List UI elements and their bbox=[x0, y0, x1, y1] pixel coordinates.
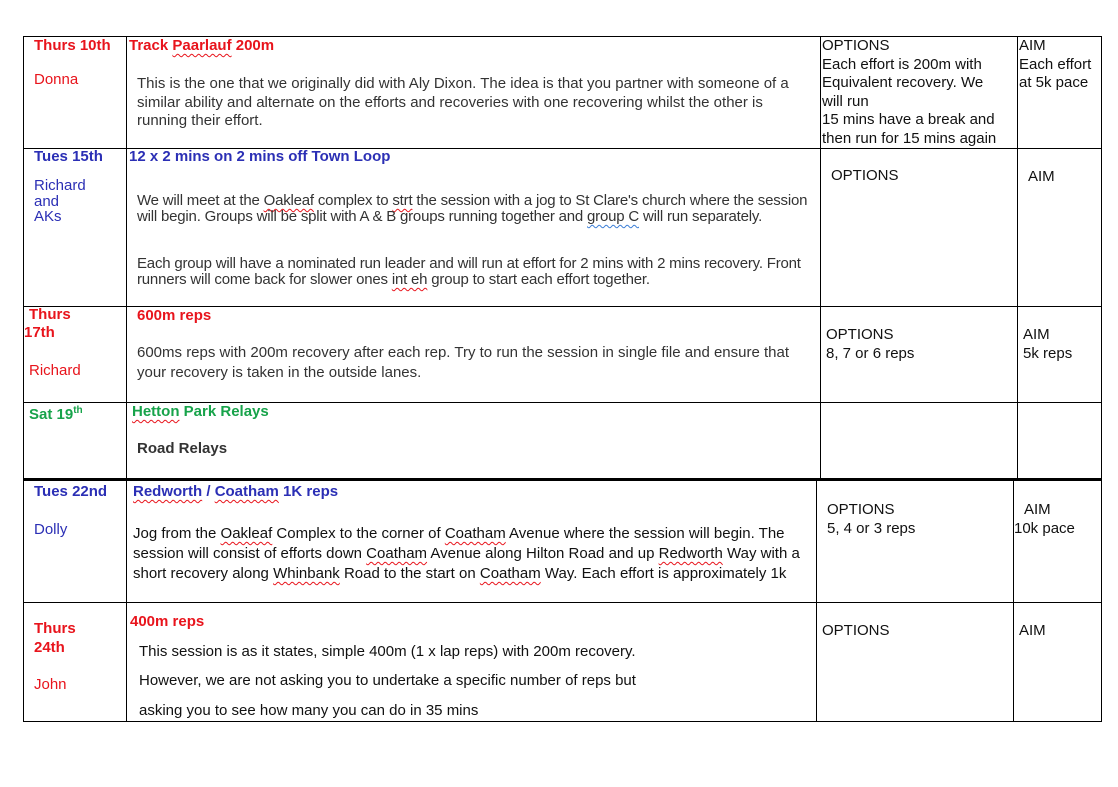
leader-name: Donna bbox=[34, 71, 79, 88]
aim-label: AIM bbox=[1023, 326, 1050, 343]
options-line: 15 mins have a break and bbox=[822, 111, 995, 128]
options-line: will run bbox=[822, 92, 869, 110]
day-cell bbox=[24, 402, 127, 479]
options-cell bbox=[821, 37, 1018, 148]
session-title: Redworth / Coatham 1K reps bbox=[133, 483, 339, 500]
session-title: 600m reps bbox=[137, 307, 212, 324]
leader-name: John bbox=[34, 676, 67, 693]
aim-cell bbox=[1014, 602, 1101, 721]
session-description: Each group will have a nominated run leader and will run at effort for 2 mins with 2 mins recovery. Front runners will come back for slower ones int eh group to start each effort together. bbox=[137, 255, 801, 288]
day-label: Thurs 10th bbox=[34, 37, 111, 54]
day-cell bbox=[24, 148, 127, 306]
options-cell bbox=[821, 148, 1018, 306]
session-description-line: asking you to see how many you can do in 35 mins bbox=[139, 702, 479, 719]
aim-cell bbox=[1014, 481, 1101, 602]
session-description: 600ms reps with 200m recovery after each rep. Try to run the session in single file and ensure that your recovery is taken in the outside lanes. bbox=[137, 344, 790, 381]
aim-line: at 5k pace bbox=[1019, 74, 1089, 91]
schedule-row-tues-22nd bbox=[23, 478, 1102, 603]
day-label: 17th bbox=[24, 324, 55, 341]
day-cell bbox=[24, 306, 127, 402]
day-label: Thurs bbox=[29, 306, 71, 323]
options-line: then run for 15 mins again bbox=[822, 129, 997, 147]
options-value: 8, 7 or 6 reps bbox=[826, 345, 915, 362]
leader-name: Richard bbox=[34, 177, 86, 194]
session-cell bbox=[127, 306, 821, 402]
aim-value: 5k reps bbox=[1023, 345, 1073, 362]
day-cell bbox=[24, 602, 127, 721]
day-label: 24th bbox=[34, 639, 65, 656]
options-cell bbox=[821, 402, 1018, 479]
aim-label: AIM bbox=[1019, 622, 1046, 639]
leader-name: Richard bbox=[29, 362, 81, 379]
session-description-line: However, we are not asking you to undertake a specific number of reps but bbox=[139, 672, 636, 689]
session-title: Track Paarlauf 200m bbox=[129, 37, 275, 54]
leader-name: and bbox=[34, 193, 60, 210]
session-title: 400m reps bbox=[130, 613, 205, 630]
aim-value: 10k pace bbox=[1014, 520, 1075, 537]
session-cell bbox=[127, 402, 821, 479]
options-line: Equivalent recovery. We bbox=[822, 74, 984, 91]
session-description: This is the one that we originally did with Aly Dixon. The idea is that you partner with someone of a similar ability and alternate on the efforts and recoveries with one recovering whilst the other is running their effort. bbox=[137, 75, 789, 129]
options-cell bbox=[821, 306, 1018, 402]
aim-label: AIM bbox=[1019, 37, 1046, 54]
aim-cell bbox=[1018, 148, 1101, 306]
day-label: Tues 22nd bbox=[34, 483, 108, 500]
day-label: Thurs bbox=[34, 620, 76, 637]
schedule-row-thurs-17th bbox=[23, 306, 1102, 403]
schedule-row-tues-15th bbox=[23, 148, 1102, 307]
day-label: Tues 15th bbox=[34, 148, 103, 165]
options-label: OPTIONS bbox=[822, 622, 890, 639]
schedule-row-thurs-24th bbox=[23, 602, 1102, 722]
leader-name: AKs bbox=[34, 208, 62, 225]
options-cell bbox=[817, 602, 1014, 721]
aim-cell bbox=[1018, 306, 1101, 402]
options-label: OPTIONS bbox=[822, 37, 890, 54]
aim-label: AIM bbox=[1028, 168, 1055, 185]
schedule-row-thurs-10th bbox=[23, 36, 1102, 149]
session-cell bbox=[127, 481, 817, 602]
aim-cell bbox=[1018, 37, 1101, 148]
options-line: Each effort is 200m with bbox=[822, 55, 982, 73]
options-cell bbox=[817, 481, 1014, 602]
options-label: OPTIONS bbox=[826, 326, 894, 343]
options-label: OPTIONS bbox=[827, 501, 895, 518]
session-title: Hetton Park Relays bbox=[132, 403, 269, 420]
session-cell bbox=[127, 37, 821, 148]
session-description: Jog from the Oakleaf Complex to the corner of Coatham Avenue where the session will begin. The session will consist of efforts down Coatham Avenue along Hilton Road and up Redworth Way with a short recovery along Whinbank Road to the start on Coatham Way. Each effort is approximately 1k bbox=[133, 525, 800, 582]
session-description-line: This session is as it states, simple 400m (1 x lap reps) with 200m recovery. bbox=[139, 643, 636, 660]
options-value: 5, 4 or 3 reps bbox=[827, 520, 916, 537]
session-subtitle: Road Relays bbox=[137, 440, 228, 457]
aim-cell bbox=[1018, 402, 1101, 479]
day-cell bbox=[24, 37, 127, 148]
session-description: We will meet at the Oakleaf complex to strt the session with a jog to St Clare's church where the session will begin. Groups will be split with A & B groups running together and group C will run separately. bbox=[137, 192, 808, 225]
leader-name: Dolly bbox=[34, 521, 68, 538]
schedule-row-sat-19th bbox=[23, 402, 1102, 480]
day-cell bbox=[24, 481, 127, 602]
session-cell bbox=[127, 148, 821, 306]
aim-line: Each effort bbox=[1019, 55, 1092, 73]
options-label: OPTIONS bbox=[831, 167, 899, 184]
day-label: Sat 19th bbox=[29, 405, 83, 423]
session-cell bbox=[127, 602, 817, 721]
aim-label: AIM bbox=[1024, 501, 1051, 518]
session-title: 12 x 2 mins on 2 mins off Town Loop bbox=[129, 148, 391, 165]
